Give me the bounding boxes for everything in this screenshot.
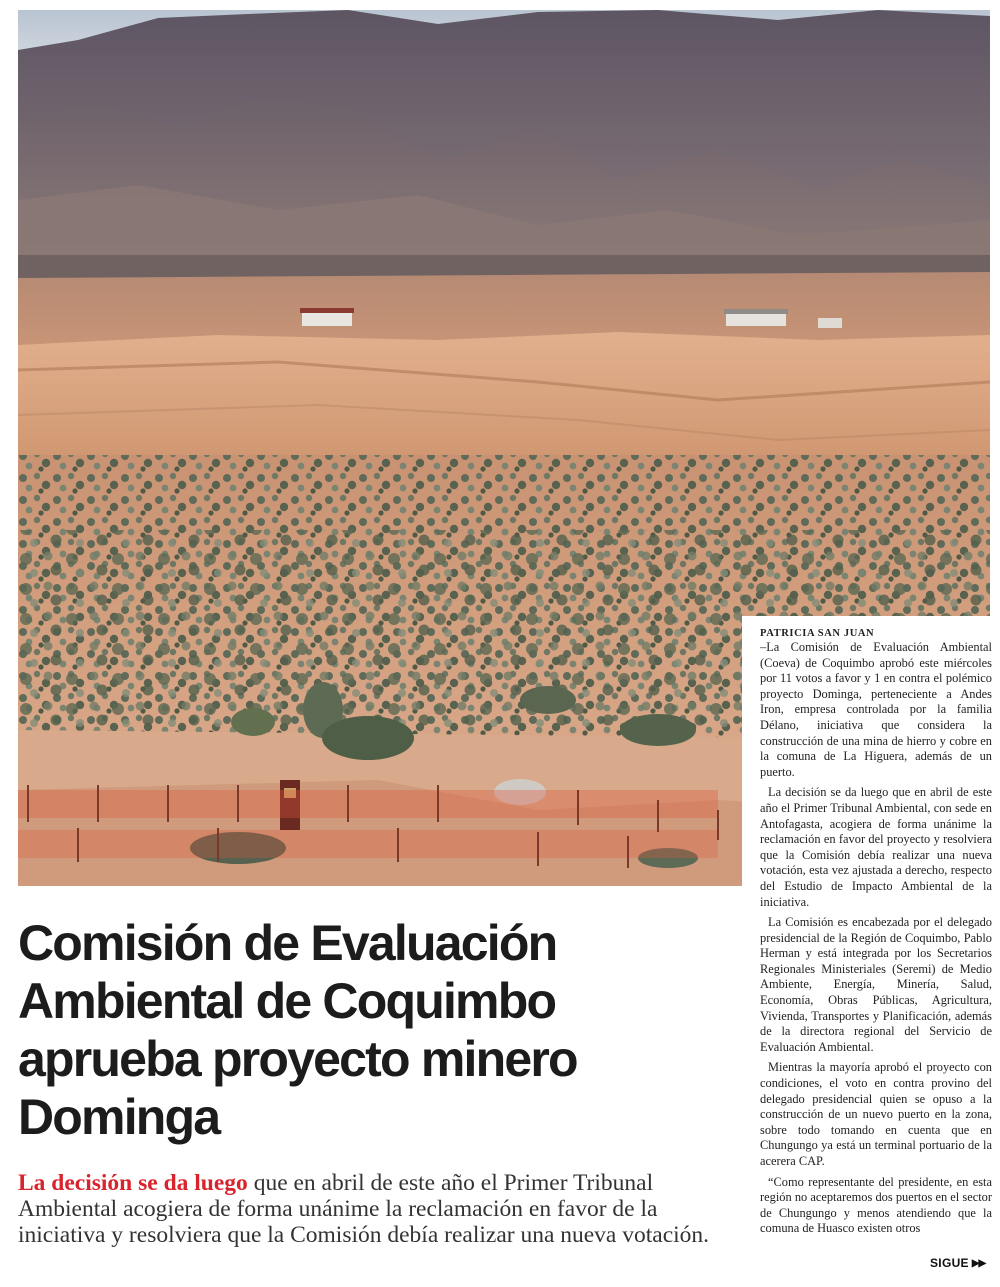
body-paragraph-5: “Como representante del presidente, en esta región no aceptaremos dos puertos en el sector de Chungungo y menos atendiendo que la comuna de Huasco existen otros — [760, 1174, 992, 1236]
body-paragraph-4: Mientras la mayoría aprobó el proyecto con condiciones, el voto en contra provino del delegado presidencial quien se opuso a la construcción de un nuevo puerto en la zona, sobre todo tomando en cuenta que en Chungungo ya está un terminal portuario de la acerera CAP. — [760, 1060, 992, 1168]
continue-arrows-icon: ▶▶ — [971, 1257, 986, 1269]
article-body-column — [742, 616, 992, 1256]
body-paragraph-1: –La Comisión de Evaluación Ambiental (Coeva) de Coquimbo aprobó este miércoles por 11 votos a favor y 1 en contra el polémico proyecto Dominga, perteneciente a Andes Iron, empresa controlada por la familia Délano, iniciativa que considera la construcción de una mina de hierro y cobre en la comuna de La Higuera, además de un puerto. — [760, 640, 992, 779]
body-paragraph-3: La Comisión es encabezada por el delegado presidencial de la Región de Coquimbo, Pablo Herman y está integrada por los Secretarios Regionales Ministeriales (Seremi) de Medio Ambiente, Energía, Minería, Salud, Economía, Obras Públicas, Agricultura, Vivienda, Transportes y Planificación, además de la directora regional del Servicio de Evaluación Ambiental. — [760, 915, 992, 1054]
byline: PATRICIA SAN JUAN — [760, 628, 875, 639]
continue-marker[interactable] — [930, 1256, 985, 1270]
lede — [18, 1170, 738, 1248]
lede-lead-in: La decisión se da luego — [18, 1170, 248, 1196]
lede-text: que en abril de este año el Primer Tribunal Ambiental acogiera de forma unánime la reclamación en favor de la iniciativa y resolviera que la Comisión debía realizar una nueva votación. — [18, 1170, 710, 1248]
continue-label: SIGUE — [930, 1256, 969, 1270]
body-paragraph-2: La decisión se da luego que en abril de este año el Primer Tribunal Ambiental, con sede en Antofagasta, acogiera de forma unánime la reclamación en favor del proyecto y resolviera que la Comisión debía realizar una nueva votación, esta vez ajustada a derecho, respecto del Estudio de Impacto Ambiental de la iniciativa. — [760, 785, 992, 909]
headline: Comisión de Evaluación Ambiental de Coquimbo aprueba proyecto minero Dominga — [18, 915, 577, 1145]
